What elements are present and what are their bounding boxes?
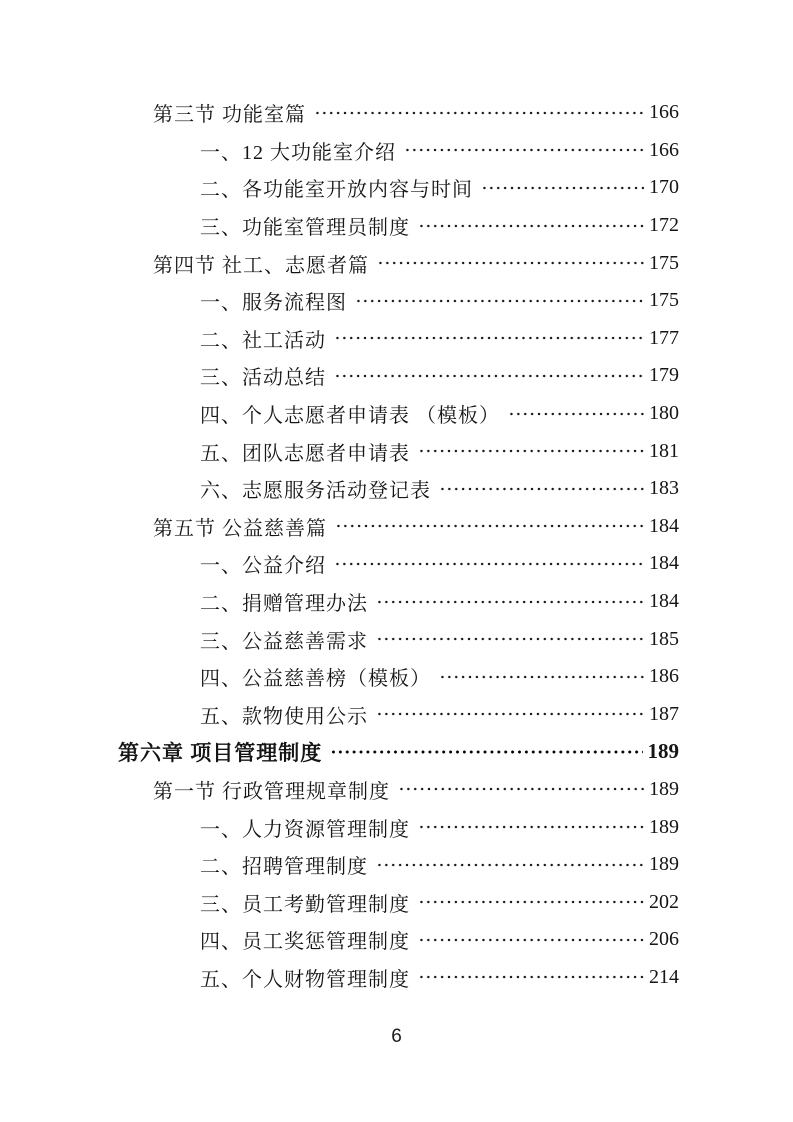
- toc-entry-label: 五、个人财物管理制度: [200, 968, 410, 991]
- dot-leader: [334, 327, 644, 349]
- toc-entry-section: [118, 244, 679, 282]
- toc-entry-page-number: 184: [649, 590, 679, 613]
- dot-leader: [314, 102, 644, 124]
- toc-entry-page-number: 189: [647, 739, 679, 764]
- dot-leader: [376, 854, 644, 876]
- toc-entry-page-number: 189: [649, 777, 679, 800]
- dot-leader: [418, 440, 644, 462]
- dot-leader: [398, 778, 644, 800]
- toc-entry-page-number: 170: [649, 176, 679, 199]
- dot-leader: [334, 553, 644, 575]
- toc-entry-page-number: 179: [649, 364, 679, 387]
- dot-leader: [376, 703, 644, 725]
- toc-entry-label: 第三节 功能室篇: [153, 104, 306, 127]
- dot-leader: [481, 177, 644, 199]
- toc-entry-page-number: 186: [649, 665, 679, 688]
- toc-entry-page-number: 187: [649, 702, 679, 725]
- toc-entry-label: 第四节 社工、志愿者篇: [153, 254, 369, 277]
- toc-entry-page-number: 172: [649, 214, 679, 237]
- toc-entry-label: 二、社工活动: [200, 329, 326, 352]
- dot-leader: [376, 628, 644, 650]
- toc-entry-item: [118, 846, 679, 884]
- toc-entry-item: [118, 320, 679, 358]
- toc-entry-page-number: 166: [649, 101, 679, 124]
- toc-entry-label: 三、功能室管理员制度: [200, 217, 410, 240]
- dot-leader: [335, 515, 644, 537]
- toc-entry-page-number: 189: [649, 815, 679, 838]
- toc-entry-item: [118, 395, 679, 433]
- toc-entry-label: 五、团队志愿者申请表: [200, 442, 410, 465]
- toc-entry-item: [118, 883, 679, 921]
- toc-entry-section: [118, 771, 679, 809]
- toc-entry-item: [118, 620, 679, 658]
- toc-entry-item: [118, 658, 679, 696]
- toc-entry-label: 一、公益介绍: [200, 555, 326, 578]
- dot-leader: [404, 139, 644, 161]
- dot-leader: [418, 816, 644, 838]
- toc-entry-label: 第五节 公益慈善篇: [153, 517, 327, 540]
- dot-leader: [508, 403, 644, 425]
- toc-entry-label: 四、公益慈善榜（模板）: [200, 668, 431, 691]
- toc-entry-section: [118, 508, 679, 546]
- toc-entry-label: 三、公益慈善需求: [200, 630, 368, 653]
- toc-entry-label: 三、员工考勤管理制度: [200, 893, 410, 916]
- dot-leader: [377, 252, 644, 274]
- toc-entry-page-number: 184: [649, 514, 679, 537]
- dot-leader: [439, 666, 644, 688]
- toc-entry-label: 二、各功能室开放内容与时间: [200, 179, 473, 202]
- dot-leader: [355, 290, 644, 312]
- toc-entry-chapter: [118, 733, 679, 771]
- toc-entry-page-number: 175: [649, 251, 679, 274]
- toc-entry-label: 一、服务流程图: [200, 292, 347, 315]
- toc-entry-label: 四、个人志愿者申请表 （模板）: [200, 405, 500, 428]
- toc-entry-item: [118, 169, 679, 207]
- toc-entry-item: [118, 696, 679, 734]
- toc-entry-item: [118, 959, 679, 997]
- dot-leader: [439, 478, 644, 500]
- toc-entry-item: [118, 808, 679, 846]
- toc-entry-page-number: 183: [649, 477, 679, 500]
- toc-entry-label: 一、人力资源管理制度: [200, 818, 410, 841]
- dot-leader: [334, 365, 644, 387]
- toc-entry-page-number: 206: [649, 928, 679, 951]
- toc-entry-page-number: 214: [649, 965, 679, 988]
- toc-entry-label: 第六章 项目管理制度: [118, 740, 323, 765]
- toc-entry-item: [118, 583, 679, 621]
- toc-entry-item: [118, 432, 679, 470]
- toc-entry-page-number: 189: [649, 853, 679, 876]
- toc-entry-page-number: 175: [649, 289, 679, 312]
- toc-entry-item: [118, 282, 679, 320]
- toc-entry-item: [118, 921, 679, 959]
- dot-leader: [418, 215, 644, 237]
- dot-leader: [418, 929, 644, 951]
- toc-entry-label: 第一节 行政管理规章制度: [153, 780, 390, 803]
- toc-entry-page-number: 181: [649, 439, 679, 462]
- toc-entry-page-number: 166: [649, 138, 679, 161]
- toc-entry-label: 二、捐赠管理办法: [200, 593, 368, 616]
- dot-leader: [418, 891, 644, 913]
- toc-entry-item: [118, 132, 679, 170]
- dot-leader: [330, 741, 642, 763]
- toc-entry-label: 六、志愿服务活动登记表: [200, 480, 431, 503]
- toc-entry-item: [118, 207, 679, 245]
- toc-entry-label: 一、12 大功能室介绍: [200, 141, 396, 164]
- toc-entry-page-number: 184: [649, 552, 679, 575]
- toc-entry-label: 二、招聘管理制度: [200, 856, 368, 879]
- toc-entry-item: [118, 357, 679, 395]
- toc-entry-label: 五、款物使用公示: [200, 705, 368, 728]
- toc-entry-page-number: 180: [649, 402, 679, 425]
- toc-entry-label: 四、员工奖惩管理制度: [200, 931, 410, 954]
- toc-entry-page-number: 177: [649, 326, 679, 349]
- toc-entry-page-number: 185: [649, 627, 679, 650]
- dot-leader: [418, 966, 644, 988]
- table-of-contents: [118, 94, 679, 996]
- toc-entry-label: 三、活动总结: [200, 367, 326, 390]
- toc-entry-section: [118, 94, 679, 132]
- footer-page-number: 6: [391, 1026, 402, 1047]
- toc-entry-page-number: 202: [649, 890, 679, 913]
- dot-leader: [376, 591, 644, 613]
- toc-entry-item: [118, 545, 679, 583]
- toc-entry-item: [118, 470, 679, 508]
